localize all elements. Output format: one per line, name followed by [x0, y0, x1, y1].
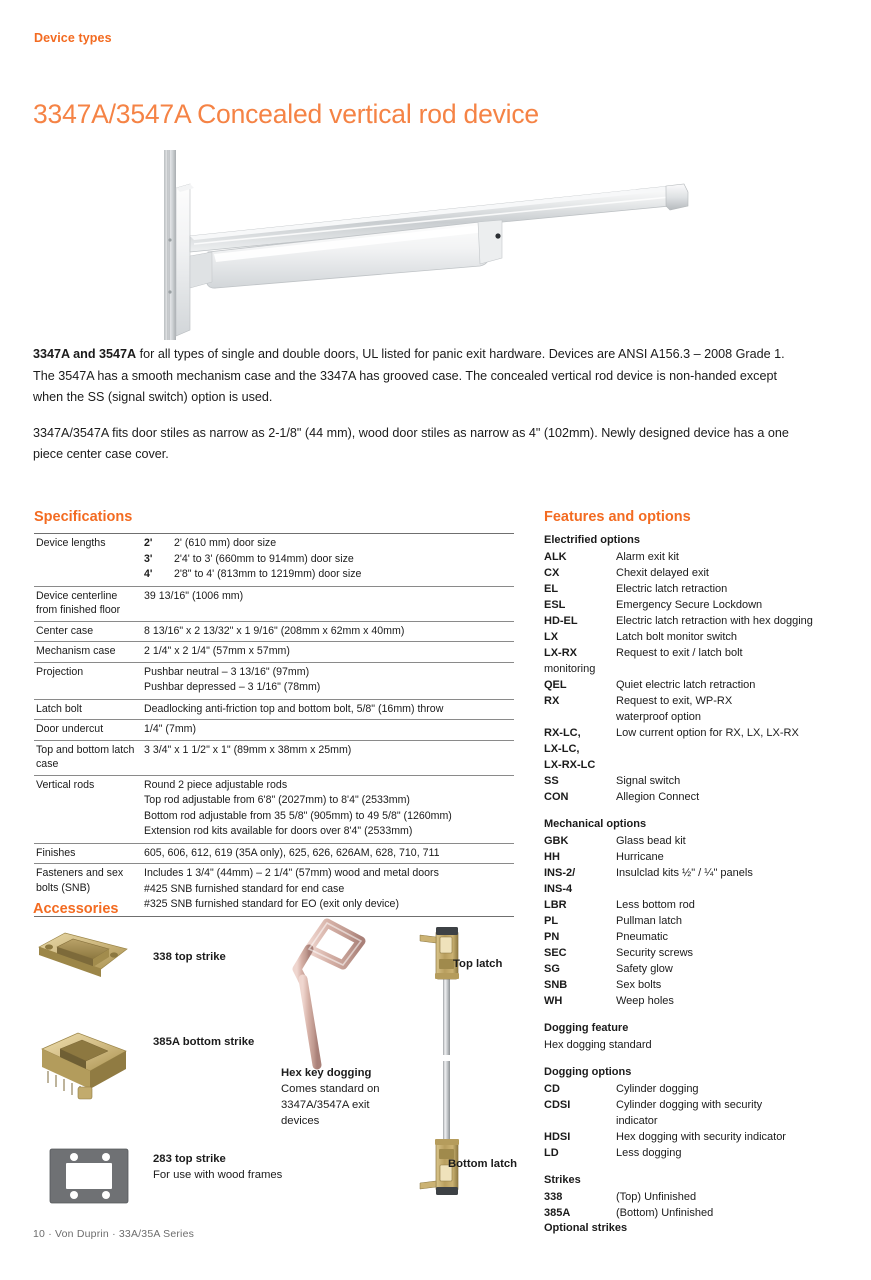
optional-strikes-label: Optional strikes — [544, 1222, 628, 1234]
option-code: CX — [544, 567, 560, 579]
features-and-options-section — [544, 509, 864, 1237]
option-desc: Less dogging — [616, 1147, 682, 1159]
option-desc-continued: indicator — [616, 1115, 658, 1127]
spec-value: 8 13/16" x 2 13/32" x 1 9/16" (208mm x 62mm x 40mm) — [144, 624, 405, 637]
table-row — [34, 586, 514, 621]
list-item — [544, 961, 864, 977]
spec-text: #425 SNB furnished standard for end case — [144, 882, 345, 895]
group-title-dogging-options: Dogging options — [544, 1066, 632, 1078]
option-desc: Cylinder dogging — [616, 1083, 699, 1095]
spec-label: Finishes — [36, 846, 76, 859]
spec-key: 3' — [144, 552, 153, 565]
group-title-strikes: Strikes — [544, 1174, 581, 1186]
spec-subrow — [144, 552, 512, 568]
group-title-dogging-feature: Dogging feature — [544, 1022, 629, 1034]
list-item — [544, 613, 864, 629]
spec-value: 3 3/4" x 1 1/2" x 1" (89mm x 38mm x 25mm) — [144, 743, 352, 756]
option-code: 385A — [544, 1207, 571, 1219]
option-code: SNB — [544, 979, 568, 991]
spacer — [544, 1053, 864, 1066]
spec-text: Top rod adjustable from 6'8" (2027mm) to 8'4" (2533mm) — [144, 794, 410, 806]
283-top-strike-image — [48, 1147, 130, 1205]
hex-key-dogging-image — [283, 915, 375, 1075]
spec-text: Pushbar neutral – 3 13/16" (97mm) — [144, 665, 310, 678]
page-title: 3347A/3547A Concealed vertical rod device — [33, 99, 539, 129]
list-item — [544, 693, 864, 709]
table-row — [34, 843, 514, 864]
option-code: EL — [544, 583, 559, 595]
spec-text: Includes 1 3/4" (44mm) – 2 1/4" (57mm) wood and metal doors — [144, 867, 439, 879]
accessory-label-top-latch: Top latch — [453, 958, 503, 970]
spacer — [544, 805, 864, 818]
spec-text: Pushbar depressed – 3 1/16" (78mm) — [144, 681, 321, 693]
option-code: RX — [544, 695, 560, 707]
option-code: PL — [544, 915, 559, 927]
option-code: HD-EL — [544, 615, 578, 627]
spec-label: Door undercut — [36, 723, 104, 735]
table-row — [34, 775, 514, 843]
option-code: PN — [544, 931, 560, 943]
list-item — [544, 849, 864, 865]
accessory-label-338: 338 top strike — [153, 951, 226, 963]
spec-subrow — [144, 536, 512, 552]
spec-key: 2' — [144, 537, 153, 549]
option-desc: Less bottom rod — [616, 899, 695, 911]
option-desc: Pullman latch — [616, 915, 683, 927]
option-code-continued: LX-LC, — [544, 743, 580, 755]
option-desc: (Top) Unfinished — [616, 1191, 697, 1203]
option-code: QEL — [544, 679, 567, 691]
list-item — [544, 1081, 864, 1097]
option-desc: Insulclad kits ½" / ¼" panels — [616, 867, 753, 879]
features-heading: Features and options — [544, 509, 691, 525]
intro-model-bold: 3347A and 3547A — [33, 347, 137, 361]
option-desc-continued: waterproof option — [616, 711, 701, 723]
list-item — [544, 833, 864, 849]
list-item — [544, 677, 864, 693]
table-row — [34, 534, 514, 587]
accessory-label-hex-key: Hex key dogging — [281, 1067, 372, 1079]
list-item — [544, 1097, 864, 1113]
list-item — [544, 977, 864, 993]
spec-label: Latch bolt — [36, 702, 82, 715]
page-footer: 10 · Von Duprin · 33A/35A Series — [33, 1228, 195, 1240]
option-desc: Security screws — [616, 947, 694, 959]
spec-label: Fasteners and sex bolts (SNB) — [36, 867, 124, 894]
table-row — [34, 662, 514, 699]
spec-label: Mechanism case — [36, 645, 116, 657]
spec-subrow — [144, 567, 512, 583]
spec-text: #325 SNB furnished standard for EO (exit only device) — [144, 898, 399, 910]
list-item — [544, 789, 864, 805]
list-item — [544, 725, 864, 741]
spec-value: Deadlocking anti-friction top and bottom bolt, 5/8" (16mm) throw — [144, 702, 444, 715]
spec-label: Projection — [36, 665, 84, 678]
dogging-feature-text: Hex dogging standard — [544, 1039, 652, 1051]
spec-value: 2 1/4" x 2 1/4" (57mm x 57mm) — [144, 645, 290, 657]
option-code-continued: LX-RX-LC — [544, 759, 596, 771]
option-desc: Request to exit, WP-RX — [616, 695, 733, 707]
spec-text: 2'4' to 3' (660mm to 914mm) door size — [174, 552, 354, 565]
spec-text: Round 2 piece adjustable rods — [144, 778, 288, 791]
list-item — [544, 1145, 864, 1161]
option-code: CD — [544, 1083, 560, 1095]
option-code: CON — [544, 791, 569, 803]
exit-device-illustration — [150, 140, 710, 340]
option-code: SEC — [544, 947, 567, 959]
option-desc: Low current option for RX, LX, LX-RX — [616, 727, 799, 739]
table-row — [34, 642, 514, 663]
table-row — [34, 621, 514, 642]
option-code: GBK — [544, 835, 569, 847]
list-item — [544, 645, 864, 661]
list-item — [544, 565, 864, 581]
spec-value — [142, 534, 514, 587]
option-desc: Pneumatic — [616, 931, 668, 943]
list-item — [544, 549, 864, 565]
option-desc: Emergency Secure Lockdown — [616, 599, 763, 611]
spec-label: Device centerline from finished floor — [36, 589, 121, 616]
option-code: LD — [544, 1147, 559, 1159]
table-row — [34, 740, 514, 775]
option-code: SG — [544, 963, 560, 975]
option-code: HDSI — [544, 1131, 571, 1143]
option-desc: Electric latch retraction — [616, 583, 728, 595]
spec-value — [142, 775, 514, 843]
option-desc: Weep holes — [616, 995, 674, 1007]
list-item — [544, 773, 864, 789]
option-code: SS — [544, 775, 559, 787]
option-desc: Signal switch — [616, 775, 681, 787]
list-item — [544, 581, 864, 597]
option-code: INS-2/ — [544, 867, 576, 879]
option-desc: Latch bolt monitor switch — [616, 631, 738, 643]
intro-paragraph-1 — [33, 344, 793, 409]
accessory-label-385a: 385A bottom strike — [153, 1036, 255, 1048]
spec-label: Device lengths — [36, 537, 106, 549]
spec-label: Center case — [36, 624, 94, 637]
spec-value — [142, 662, 514, 699]
option-code-continued: INS-4 — [544, 883, 573, 895]
intro-paragraph-1-rest: for all types of single and double doors, UL listed for panic exit hardware. Devices are ANSI A156.3 – 2008 Grade 1. The 3547A has a smooth mechanism case and the 3347A has grooved case. The concealed vertical rod device is non-handed except when the SS (signal switch) option is used. — [33, 347, 785, 404]
option-code: RX-LC, — [544, 727, 581, 739]
list-item — [544, 929, 864, 945]
list-item — [544, 597, 864, 613]
accessory-block-283 — [153, 1151, 282, 1183]
table-row — [34, 699, 514, 720]
page-eyebrow: Device types — [34, 31, 112, 45]
list-item — [544, 1129, 864, 1145]
list-item — [544, 629, 864, 645]
spacer — [544, 1161, 864, 1174]
list-item — [544, 913, 864, 929]
option-code: CDSI — [544, 1099, 571, 1111]
option-desc: Electric latch retraction with hex dogging — [616, 615, 813, 627]
accessory-label-bottom-latch: Bottom latch — [448, 1158, 518, 1170]
option-code: HH — [544, 851, 560, 863]
spec-text: Extension rod kits available for doors over 8'4" (2533mm) — [144, 825, 413, 837]
group-title-electrified: Electrified options — [544, 534, 640, 546]
option-code: ESL — [544, 599, 566, 611]
list-item — [544, 1205, 864, 1221]
option-desc: Request to exit / latch bolt — [616, 647, 743, 659]
accessories-heading: Accessories — [33, 901, 119, 917]
385a-bottom-strike-image — [38, 1029, 130, 1101]
option-desc: Glass bead kit — [616, 835, 686, 847]
option-desc: Sex bolts — [616, 979, 662, 991]
spec-label: Vertical rods — [36, 778, 95, 791]
spec-text: 2'8" to 4' (813mm to 1219mm) door size — [174, 568, 362, 580]
spec-value: 1/4" (7mm) — [144, 723, 197, 735]
accessory-block-hex-key — [281, 1065, 406, 1129]
option-desc: Allegion Connect — [616, 791, 700, 803]
accessory-sub-283: For use with wood frames — [153, 1169, 283, 1181]
specifications-heading: Specifications — [34, 509, 133, 525]
spec-value: 605, 606, 612, 619 (35A only), 625, 626, 626AM, 628, 710, 711 — [144, 846, 440, 859]
specifications-table — [34, 533, 514, 917]
option-code: LX-RX — [544, 647, 577, 659]
spec-text: Bottom rod adjustable from 35 5/8" (905mm) to 49 5/8" (1260mm) — [144, 809, 452, 822]
list-item — [544, 865, 864, 881]
product-hero-image — [150, 140, 710, 340]
intro-paragraph-2: 3347A/3547A fits door stiles as narrow as 2-1/8" (44 mm), wood door stiles as narrow as 4" (102mm). Newly designed device has a one piece center case cover. — [33, 425, 789, 461]
option-desc: Cylinder dogging with security — [616, 1099, 763, 1111]
option-code: LX — [544, 631, 559, 643]
table-row — [34, 720, 514, 741]
option-code-continued: monitoring — [544, 663, 596, 675]
intro-text — [33, 344, 793, 480]
option-desc: (Bottom) Unfinished — [616, 1207, 714, 1219]
spacer — [544, 1009, 864, 1022]
spec-key: 4' — [144, 568, 153, 580]
option-desc: Hex dogging with security indicator — [616, 1131, 786, 1143]
option-code: WH — [544, 995, 563, 1007]
list-item — [544, 897, 864, 913]
list-item — [544, 993, 864, 1009]
option-desc: Alarm exit kit — [616, 551, 679, 563]
338-top-strike-image — [35, 925, 131, 987]
spec-value: 39 13/16" (1006 mm) — [144, 589, 244, 602]
list-item — [544, 1189, 864, 1205]
accessory-label-283: 283 top strike — [153, 1153, 226, 1165]
accessories-section — [33, 901, 533, 1181]
option-code: ALK — [544, 551, 567, 563]
option-desc: Chexit delayed exit — [616, 567, 709, 579]
option-desc: Quiet electric latch retraction — [616, 679, 756, 691]
option-desc: Hurricane — [616, 851, 664, 863]
list-item — [544, 945, 864, 961]
option-desc: Safety glow — [616, 963, 673, 975]
specifications-section — [34, 509, 514, 917]
spec-text: 2' (610 mm) door size — [174, 537, 277, 549]
option-code: 338 — [544, 1191, 563, 1203]
option-code: LBR — [544, 899, 567, 911]
accessory-sub-hex-key: Comes standard on 3347A/3547A exit devices — [281, 1083, 380, 1127]
spec-label: Top and bottom latch case — [36, 743, 135, 770]
group-title-mechanical: Mechanical options — [544, 818, 647, 830]
